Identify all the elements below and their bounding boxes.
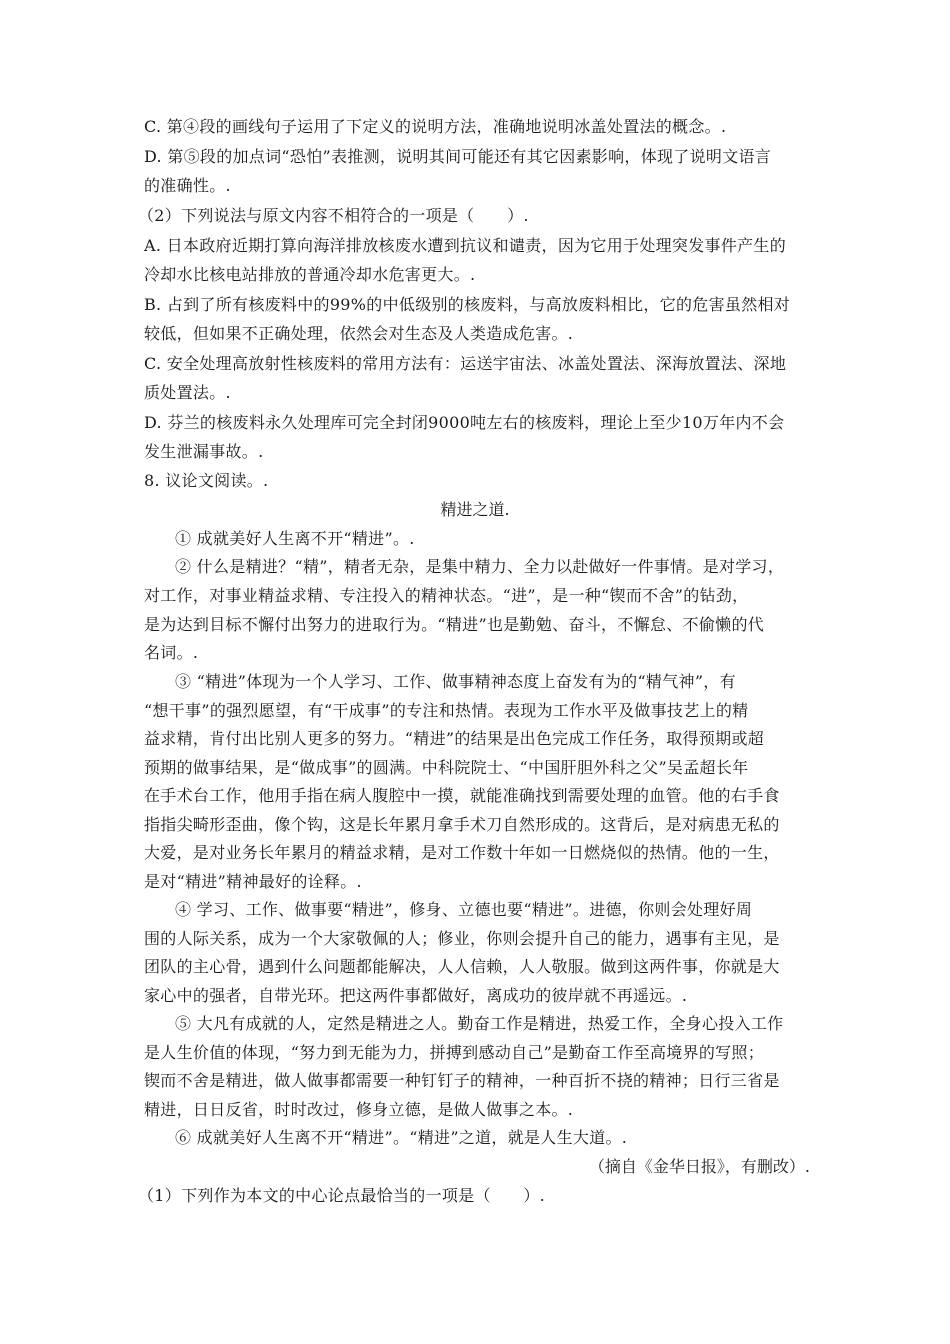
paragraph-4-line-3: 团队的主心骨，遇到什么问题都能解决，人人信赖，人人敬服。做到这两件事，你就是大 [144, 957, 780, 976]
paragraph-2-line-1: ② 什么是精进？“精”，精者无杂，是集中精力、全力以赴做好一件事情。是对学习， [175, 557, 785, 576]
option-c2-line-1: C. 安全处理高放射性核废料的常用方法有：运送宇宙法、冰盖处置法、深海放置法、深地 [144, 354, 787, 373]
paragraph-3-line-7: 大爱，是对业务长年累月的精益求精，是对工作数十年如一日燃烧似的热情。他的一生， [144, 843, 780, 862]
paragraph-4-line-4: 家心中的强者，自带光环。把这两件事都做好，离成功的彼岸就不再遥远。. [144, 986, 688, 1005]
option-c-line: C. 第④段的画线句子运用了下定义的说明方法，准确地说明冰盖处置法的概念。. [144, 117, 727, 136]
paragraph-6: ⑥ 成就美好人生离不开“精进”。“精进”之道，就是人生大道。. [175, 1128, 628, 1147]
paragraph-4-line-2: 围的人际关系，成为一个大家敬佩的人；修业，你则会提升自己的能力，遇事有主见，是 [144, 929, 780, 948]
article-title: 精进之道. [440, 500, 510, 519]
option-d2-line-1: D. 芬兰的核废料永久处理库可完全封闭9000吨左右的核废料，理论上至少10万年内不会 [144, 413, 785, 432]
paragraph-1: ① 成就美好人生离不开“精进”。. [175, 529, 415, 548]
section-8-heading: 8. 议论文阅读。. [144, 471, 269, 490]
paragraph-3-line-6: 指指尖畸形歪曲，像个钩，这是长年累月拿手术刀自然形成的。这背后，是对病患无私的 [144, 815, 780, 834]
option-d-line-2: 的准确性。. [144, 176, 231, 195]
paragraph-3-line-1: ③ “精进”体现为一个人学习、工作、做事精神态度上奋发有为的“精气神”，有 [175, 672, 736, 691]
article-source: （摘自《金华日报》，有删改）. [588, 1157, 810, 1176]
paragraph-3-line-4: 预期的做事结果，是“做成事”的圆满。中科院院士、“中国肝胆外科之父”吴孟超长年 [144, 758, 749, 777]
paragraph-3-line-5: 在手术台工作，他用手指在病人腹腔中一摸，就能准确找到需要处理的血管。他的右手食 [144, 786, 780, 805]
option-a-line-1: A. 日本政府近期打算向海洋排放核废水遭到抗议和谴责，因为它用于处理突发事件产生的 [144, 236, 787, 255]
paragraph-2-line-2: 对工作，对事业精益求精、专注投入的精神状态。“进”，是一种“锲而不舍”的钻劲， [144, 586, 749, 605]
paragraph-4-line-1: ④ 学习、工作、做事要“精进”，修身、立德也要“精进”。进德，你则会处理好周 [175, 900, 753, 919]
question-2: （2）下列说法与原文内容不相符合的一项是（ ）. [138, 206, 529, 225]
option-b-line-2: 较低，但如果不正确处理，依然会对生态及人类造成危害。. [144, 324, 574, 343]
option-c2-line-2: 质处置法。. [144, 383, 231, 402]
option-d2-line-2: 发生泄漏事故。. [144, 442, 264, 461]
paragraph-3-line-3: 益求精，肯付出比别人更多的努力。“精进”的结果是出色完成工作任务，取得预期或超 [144, 729, 765, 748]
paragraph-5-line-3: 锲而不舍是精进，做人做事都需要一种钉钉子的精神，一种百折不挠的精神；日行三省是 [144, 1071, 780, 1090]
paragraph-3-line-8: 是对“精进”精神最好的诠释。. [144, 872, 362, 891]
paragraph-2-line-4: 名词。. [144, 643, 199, 662]
paragraph-5-line-1: ⑤ 大凡有成就的人，定然是精进之人。勤奋工作是精进，热爱工作，全身心投入工作 [175, 1014, 784, 1033]
question-1: （1）下列作为本文的中心论点最恰当的一项是（ ）. [138, 1186, 546, 1205]
option-d-line-1: D. 第⑤段的加点词“恐怕”表推测，说明其间可能还有其它因素影响，体现了说明文语言 [144, 147, 772, 166]
option-a-line-2: 冷却水比核电站排放的普通冷却水危害更大。. [144, 265, 476, 284]
paragraph-3-line-2: “想干事”的强烈愿望，有“干成事”的专注和热情。表现为工作水平及做事技艺上的精 [144, 701, 749, 720]
option-b-line-1: B. 占到了所有核废料中的99%的中低级别的核废料，与高放废料相比，它的危害虽然相对 [144, 295, 791, 314]
paragraph-5-line-2: 是人生价值的体现，“努力到无能为力，拼搏到感动自己”是勤奋工作至高境界的写照； [144, 1043, 765, 1062]
paragraph-5-line-4: 精进，日日反省，时时改过，修身立德，是做人做事之本。. [144, 1100, 574, 1119]
paragraph-2-line-3: 是为达到目标不懈付出努力的进取行为。“精进”也是勤勉、奋斗，不懈怠、不偷懒的代 [144, 615, 765, 634]
